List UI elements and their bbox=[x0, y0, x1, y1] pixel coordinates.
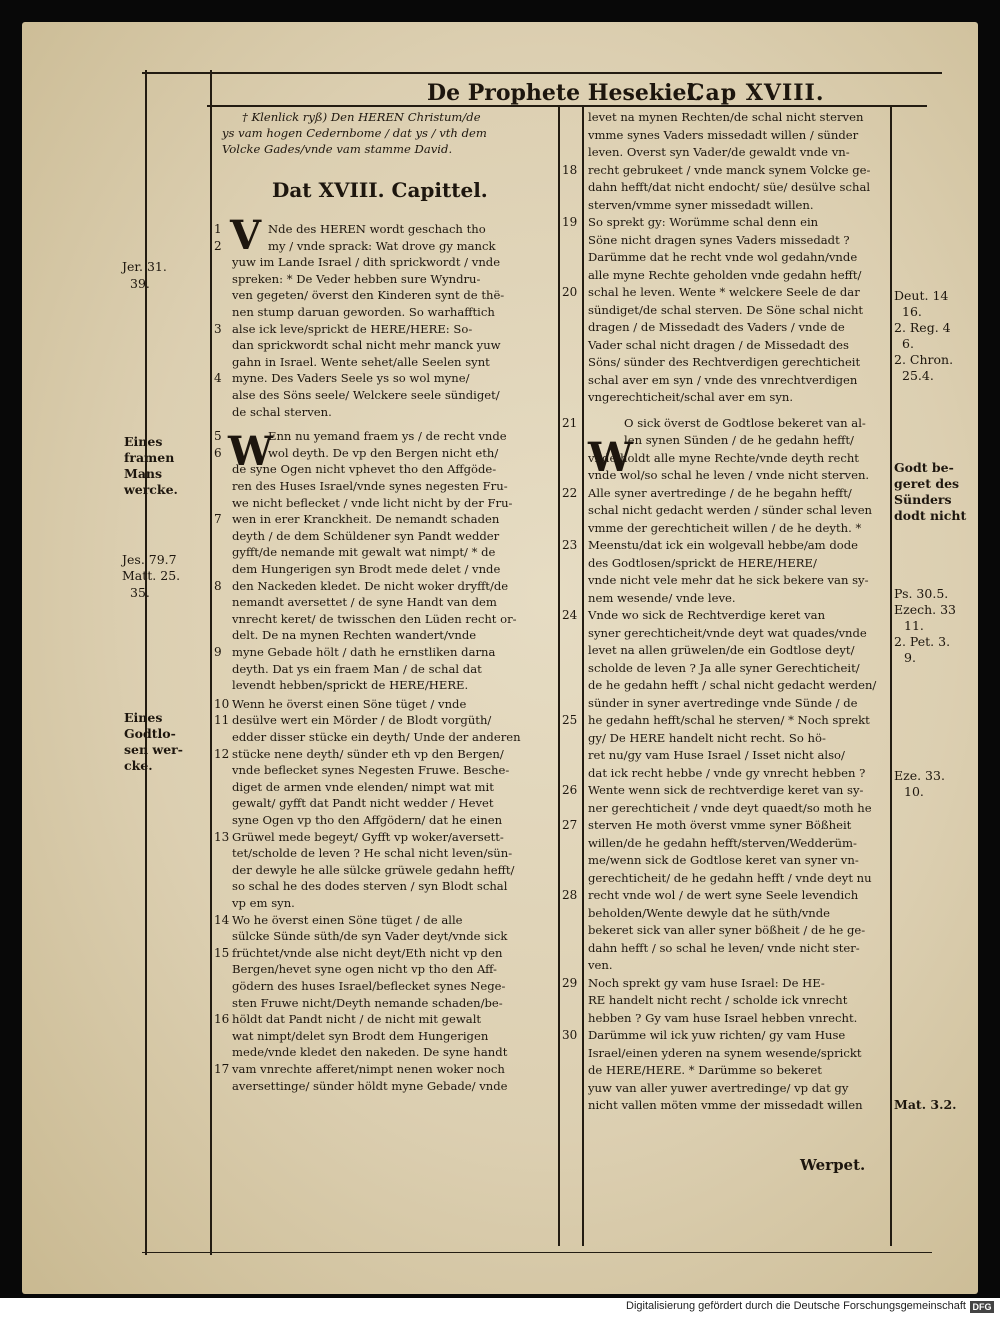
verse-number: 19 bbox=[562, 215, 578, 229]
text-line: leven. Overst syn Vader/de gewaldt vnde vn- bbox=[588, 145, 850, 159]
text-line: bekeret sick van aller syner bößheit / de he ge- bbox=[588, 923, 866, 937]
text-line: gödern des huses Israel/beflecket synes Nege- bbox=[232, 979, 506, 993]
margin-ref: 16. bbox=[902, 304, 922, 319]
text-line: wat nimpt/delet syn Brodt dem Hungerigen bbox=[232, 1028, 489, 1043]
text-line: delt. De na mynen Rechten wandert/vnde bbox=[232, 628, 477, 643]
text-line: Vnde wo sick de Rechtverdige keret van bbox=[588, 608, 826, 622]
text-line: vnrecht keret/ de twisschen den Lüden recht or- bbox=[232, 611, 517, 626]
text-line: RE handelt nicht recht / scholde ick vnrecht bbox=[588, 993, 848, 1007]
text-line: recht vnde wol / de wert syne Seele levendich bbox=[588, 888, 859, 902]
margin-ref: Matt. 25. bbox=[122, 568, 181, 583]
margin-ref: 2. Reg. 4 bbox=[894, 320, 951, 335]
text-line: de syne Ogen nicht vphevet tho den Affgöde- bbox=[232, 462, 497, 477]
text-line: gewalt/ gyfft dat Pandt nicht wedder / Hevet bbox=[232, 796, 494, 811]
text-line: stücke nene deyth/ sünder eth vp den Bergen/ bbox=[232, 746, 504, 761]
margin-ref: Jer. 31. bbox=[122, 259, 167, 274]
verse-number: 8 bbox=[214, 578, 222, 593]
catchword: Werpet. bbox=[800, 1156, 866, 1174]
text-line: Vader schal nicht dragen / de Missedadt des bbox=[588, 337, 849, 352]
margin-ref: 2. Pet. 3. bbox=[894, 634, 951, 649]
margin-ref: 10. bbox=[904, 784, 924, 799]
footnote-line: Volcke Gades/vnde vam stamme David. bbox=[222, 142, 453, 156]
drop-cap-w: W bbox=[228, 428, 273, 475]
verse-number: 10 bbox=[214, 696, 230, 711]
text-line: wol deyth. De vp den Bergen nicht eth/ bbox=[268, 445, 499, 460]
text-line: dahn hefft / so schal he leven/ vnde nicht ster- bbox=[588, 940, 860, 955]
text-line: yuw van aller yuwer avertredinge/ vp dat gy bbox=[588, 1080, 849, 1095]
text-line: sterven/vmme syner missedadt willen. bbox=[588, 197, 814, 212]
text-line: spreken: * De Veder hebben sure Wyndru- bbox=[232, 271, 481, 286]
text-line: de he gedahn hefft / schal nicht gedacht werden/ bbox=[588, 678, 877, 692]
text-line: vnde wol/so schal he leven / vnde nicht sterven. bbox=[588, 468, 870, 482]
chapter-label: Cap XVIII. bbox=[687, 80, 825, 106]
text-line: Darümme dat he recht vnde wol gedahn/vnde bbox=[588, 250, 858, 264]
text-line: so schal he des dodes sterven / syn Blodt schal bbox=[232, 879, 508, 894]
verse-number: 24 bbox=[562, 608, 578, 622]
verse-number: 29 bbox=[562, 975, 578, 990]
drop-cap-v: V bbox=[230, 212, 262, 259]
text-line: gy/ De HERE handelt nicht recht. So hö- bbox=[588, 730, 826, 745]
text-line: Nde des HEREN wordt geschach tho bbox=[268, 222, 486, 236]
text-line: Noch sprekt gy vam huse Israel: De HE- bbox=[588, 975, 825, 990]
margin-ref: Mat. 3.2. bbox=[894, 1097, 957, 1112]
text-line: alle myne Rechte geholden vnde gedahn hefft/ bbox=[588, 267, 862, 282]
text-line: ven gegeten/ överst den Kinderen synt de thë- bbox=[232, 288, 505, 303]
text-line: alse ick leve/sprickt de HERE/HERE: So- bbox=[232, 321, 473, 336]
verse-number: 12 bbox=[214, 746, 230, 761]
text-line: Darümme wil ick yuw richten/ gy vam Huse bbox=[588, 1028, 846, 1042]
text-line: vnde nicht vele mehr dat he sick bekere van sy- bbox=[588, 573, 869, 587]
verse-number: 3 bbox=[214, 321, 222, 336]
dfg-logo: DFG bbox=[970, 1301, 994, 1313]
text-line: wen in erer Kranckheit. De nemandt schaden bbox=[232, 512, 500, 527]
margin-gloss: Sünders bbox=[894, 492, 952, 507]
text-line: vmme synes Vaders missedadt willen / sünder bbox=[588, 127, 859, 142]
text-line: schal aver em syn / vnde des vnrechtverdigen bbox=[588, 372, 858, 387]
text-line: dem Hungerigen syn Brodt mede delet / vnde bbox=[232, 562, 501, 576]
verse-number: 11 bbox=[214, 713, 230, 728]
margin-ref: Eze. 33. bbox=[894, 768, 945, 783]
text-line: alse des Söns seele/ Welckere seele sündiget/ bbox=[232, 388, 500, 402]
verse-number: 2 bbox=[214, 238, 222, 253]
text-line: hebben ? Gy vam huse Israel hebben vnrecht. bbox=[588, 1010, 858, 1025]
verse-number: 21 bbox=[562, 415, 578, 430]
text-line: schal nicht gedacht werden / sünder schal leven bbox=[588, 503, 873, 517]
verse-number: 4 bbox=[214, 371, 222, 386]
text-line: vmme der gerechticheit willen / de he deyth. * bbox=[588, 520, 862, 535]
text-line: myne Gebade hölt / dath he ernstliken darna bbox=[232, 645, 496, 659]
text-line: desülve wert ein Mörder / de Blodt vorgüth/ bbox=[232, 713, 492, 728]
margin-ref: Ps. 30.5. bbox=[894, 586, 949, 601]
text-line: edder disser stücke ein deyth/ Unde der anderen bbox=[232, 730, 521, 744]
margin-gloss: geret des bbox=[894, 476, 960, 491]
verse-number: 16 bbox=[214, 1012, 230, 1027]
text-line: vnde holdt alle myne Rechte/vnde deyth recht bbox=[588, 450, 859, 465]
verse-number: 17 bbox=[214, 1062, 230, 1076]
text-line: gerechticheit/ de he gedahn hefft / vnde deyt nu bbox=[588, 870, 872, 885]
funding-credit: Digitalisierung gefördert durch die Deutsche Forschungsgemeinschaft bbox=[626, 1300, 966, 1312]
left-column-rule bbox=[210, 70, 212, 1255]
text-line: nicht vallen möten vmme der missedadt willen bbox=[588, 1098, 863, 1112]
text-line: we nicht beflecket / vnde licht nicht by der Fru- bbox=[232, 495, 513, 510]
text-line: ret nu/gy vam Huse Israel / Isset nicht also/ bbox=[588, 748, 845, 762]
text-line: nen stump daruan geworden. So warhafftich bbox=[232, 305, 495, 319]
verse-number: 6 bbox=[214, 445, 222, 460]
text-line: vnde beflecket synes Negesten Fruwe. Besche- bbox=[232, 763, 510, 778]
text-line: deyth / de dem Schüldener syn Pandt wedder bbox=[232, 528, 500, 543]
verse-number: 25 bbox=[562, 713, 578, 727]
text-line: höldt dat Pandt nicht / de nicht mit gewalt bbox=[232, 1012, 482, 1027]
text-line: yuw im Lande Israel / dith sprickwordt / vnde bbox=[232, 255, 501, 270]
margin-ref: 39. bbox=[130, 276, 150, 291]
margin-gloss: framen bbox=[124, 450, 175, 465]
verse-number: 9 bbox=[214, 645, 222, 659]
book-page bbox=[22, 22, 978, 1294]
margin-gloss: Godt be- bbox=[894, 460, 954, 475]
text-line: vp em syn. bbox=[232, 896, 295, 910]
text-line: dat ick recht hebbe / vnde gy vnrecht hebben ? bbox=[588, 765, 866, 780]
text-line: beholden/Wente dewyle dat he süth/vnde bbox=[588, 905, 831, 920]
text-line: sterven He moth överst vmme syner Bößheit bbox=[588, 818, 852, 832]
verse-number: 13 bbox=[214, 829, 230, 844]
verse-number: 23 bbox=[562, 538, 578, 552]
text-line: syner gerechticheit/vnde deyt wat quades/vnde bbox=[588, 625, 867, 640]
text-line: vam vnrechte afferet/nimpt nenen woker noch bbox=[232, 1062, 505, 1076]
text-line: Israel/einen yderen na synem wesende/sprickt bbox=[588, 1045, 862, 1060]
text-line: Meenstu/dat ick ein wolgevall hebbe/am dode bbox=[588, 538, 859, 552]
text-line: nem wesende/ vnde leve. bbox=[588, 590, 736, 605]
text-line: mede/vnde kledet den nakeden. De syne handt bbox=[232, 1045, 508, 1060]
text-line: O sick överst de Godtlose bekeret van al- bbox=[624, 415, 866, 430]
text-line: gyfft/de nemande mit gewalt wat nimpt/ * de bbox=[232, 545, 496, 560]
text-line: Wenn he överst einen Söne tüget / vnde bbox=[232, 696, 467, 711]
digitization-footer bbox=[0, 1298, 1000, 1317]
text-line: sündiget/de schal sterven. De Söne schal nicht bbox=[588, 302, 864, 317]
verse-number: 15 bbox=[214, 945, 230, 960]
text-line: schal he leven. Wente * welckere Seele de dar bbox=[588, 285, 860, 299]
text-line: ner gerechticheit / vnde deyt quaedt/so moth he bbox=[588, 800, 872, 815]
margin-gloss: cke. bbox=[124, 758, 153, 773]
center-gutter-rule-2 bbox=[582, 106, 584, 1246]
text-line: de HERE/HERE. * Darümme so bekeret bbox=[588, 1063, 822, 1077]
text-line: Enn nu yemand fraem ys / de recht vnde bbox=[268, 429, 507, 444]
text-line: myne. Des Vaders Seele ys so wol myne/ bbox=[232, 371, 470, 386]
verse-number: 18 bbox=[562, 162, 578, 177]
verse-number: 14 bbox=[214, 912, 230, 927]
drop-cap-w-right: W bbox=[588, 434, 633, 481]
running-title: De Prophete Hesekiel. bbox=[427, 80, 703, 106]
text-line: nemandt aversettet / de syne Handt van dem bbox=[232, 595, 497, 610]
text-line: gahn in Israel. Wente sehet/alle Seelen synt bbox=[232, 354, 490, 369]
margin-ref: 6. bbox=[902, 336, 914, 351]
margin-ref: 11. bbox=[904, 618, 924, 633]
center-gutter-rule-1 bbox=[558, 106, 560, 1246]
text-line: diget de armen vnde elenden/ nimpt wat mit bbox=[232, 779, 494, 794]
verse-number: 30 bbox=[562, 1028, 578, 1042]
text-line: tet/scholde de leven ? He schal nicht leven/sün- bbox=[232, 846, 513, 861]
text-line: ven. bbox=[588, 958, 613, 972]
text-line: dan sprickwordt schal nicht mehr manck yuw bbox=[232, 338, 501, 353]
text-line: my / vnde sprack: Wat drove gy manck bbox=[268, 238, 496, 253]
text-line: sünder in syner avertredinge vnde Sünde / de bbox=[588, 695, 858, 710]
margin-ref: Ezech. 33 bbox=[894, 602, 957, 617]
text-line: Söne nicht dragen synes Vaders missedadt ? bbox=[588, 232, 850, 247]
right-column-rule bbox=[890, 106, 892, 1246]
text-line: Söns/ sünder des Rechtverdigen gerechticheit bbox=[588, 355, 861, 369]
text-line: früchtet/vnde alse nicht deyt/Eth nicht vp den bbox=[232, 945, 503, 960]
text-line: syne Ogen vp tho den Affgödern/ dat he einen bbox=[232, 813, 503, 827]
text-line: levet na allen grüwelen/de ein Godtlose deyt/ bbox=[588, 643, 855, 657]
text-line: des Godtlosen/sprickt de HERE/HERE/ bbox=[588, 555, 817, 570]
text-line: Alle syner avertredinge / de he begahn hefft/ bbox=[588, 485, 852, 500]
margin-ref: Jes. 79.7 bbox=[122, 552, 177, 567]
left-outer-vertical-rule bbox=[145, 70, 147, 1255]
margin-ref: 9. bbox=[904, 650, 916, 665]
margin-ref: 25.4. bbox=[902, 368, 934, 383]
text-line: den Nackeden kledet. De nicht woker dryfft/de bbox=[232, 578, 509, 593]
verse-number: 26 bbox=[562, 783, 578, 797]
text-line: he gedahn hefft/schal he sterven/ * Noch sprekt bbox=[588, 713, 870, 727]
margin-gloss: Godtlo- bbox=[124, 726, 176, 741]
text-line: deyth. Dat ys ein fraem Man / de schal dat bbox=[232, 661, 482, 676]
margin-gloss: wercke. bbox=[124, 482, 178, 497]
text-line: willen/de he gedahn hefft/sterven/Wedderüm- bbox=[588, 835, 857, 850]
outer-rule-top bbox=[142, 72, 942, 74]
footnote-line: † Klenlick ryß) Den HEREN Christum/de bbox=[242, 110, 481, 124]
text-line: recht gebrukeet / vnde manck synem Volcke ge- bbox=[588, 162, 871, 177]
text-line: aversettinge/ sünder höldt myne Gebade/ vnde bbox=[232, 1078, 508, 1093]
text-line: Wente wenn sick de rechtverdige keret van sy- bbox=[588, 783, 864, 797]
margin-gloss: Eines bbox=[124, 710, 163, 725]
text-line: Wo he överst einen Söne tüget / de alle bbox=[232, 912, 463, 927]
footnote-line: ys vam hogen Cedernbome / dat ys / vth dem bbox=[222, 126, 487, 140]
outer-rule-bottom bbox=[142, 1252, 932, 1253]
verse-number: 5 bbox=[214, 429, 222, 444]
margin-ref: 2. Chron. bbox=[894, 352, 954, 367]
text-line: vngerechticheit/schal aver em syn. bbox=[588, 390, 794, 404]
margin-ref: Deut. 14 bbox=[894, 288, 949, 303]
text-line: dragen / de Missedadt des Vaders / vnde de bbox=[588, 320, 845, 334]
verse-number: 20 bbox=[562, 285, 578, 299]
text-line: levet na mynen Rechten/de schal nicht sterven bbox=[588, 110, 864, 124]
verse-number: 22 bbox=[562, 485, 578, 500]
margin-gloss: Eines bbox=[124, 434, 163, 449]
margin-ref: 35. bbox=[130, 585, 150, 600]
text-line: sülcke Sünde süth/de syn Vader deyt/vnde sick bbox=[232, 929, 508, 944]
text-line: der dewyle he alle sülcke grüwele gedahn hefft/ bbox=[232, 862, 515, 877]
margin-gloss: dodt nicht bbox=[894, 508, 967, 523]
text-line: levendt hebben/sprickt de HERE/HERE. bbox=[232, 678, 469, 693]
verse-number: 7 bbox=[214, 512, 222, 527]
verse-number: 27 bbox=[562, 818, 578, 832]
text-line: So sprekt gy: Worümme schal denn ein bbox=[588, 215, 819, 229]
text-line: Grüwel mede begeyt/ Gyfft vp woker/aversett- bbox=[232, 829, 504, 844]
text-line: dahn hefft/dat nicht endocht/ süe/ desülve schal bbox=[588, 180, 871, 194]
margin-gloss: sen wer- bbox=[124, 742, 183, 757]
verse-number: 1 bbox=[214, 222, 222, 236]
text-line: de schal sterven. bbox=[232, 404, 332, 419]
text-line: ren des Huses Israel/vnde synes negesten Fru- bbox=[232, 479, 508, 493]
chapter-heading: Dat XVIII. Capittel. bbox=[272, 178, 488, 202]
text-line: me/wenn sick de Godtlose keret van syner vn- bbox=[588, 853, 859, 867]
text-line: len synen Sünden / de he gedahn hefft/ bbox=[624, 433, 854, 447]
margin-gloss: Mans bbox=[124, 466, 163, 481]
text-line: sten Fruwe nicht/Deyth nemande schaden/be- bbox=[232, 995, 503, 1010]
text-line: scholde de leven ? Ja alle syner Gerechticheit/ bbox=[588, 660, 860, 675]
text-line: Bergen/hevet syne ogen nicht vp tho den Aff- bbox=[232, 962, 497, 977]
verse-number: 28 bbox=[562, 888, 578, 902]
